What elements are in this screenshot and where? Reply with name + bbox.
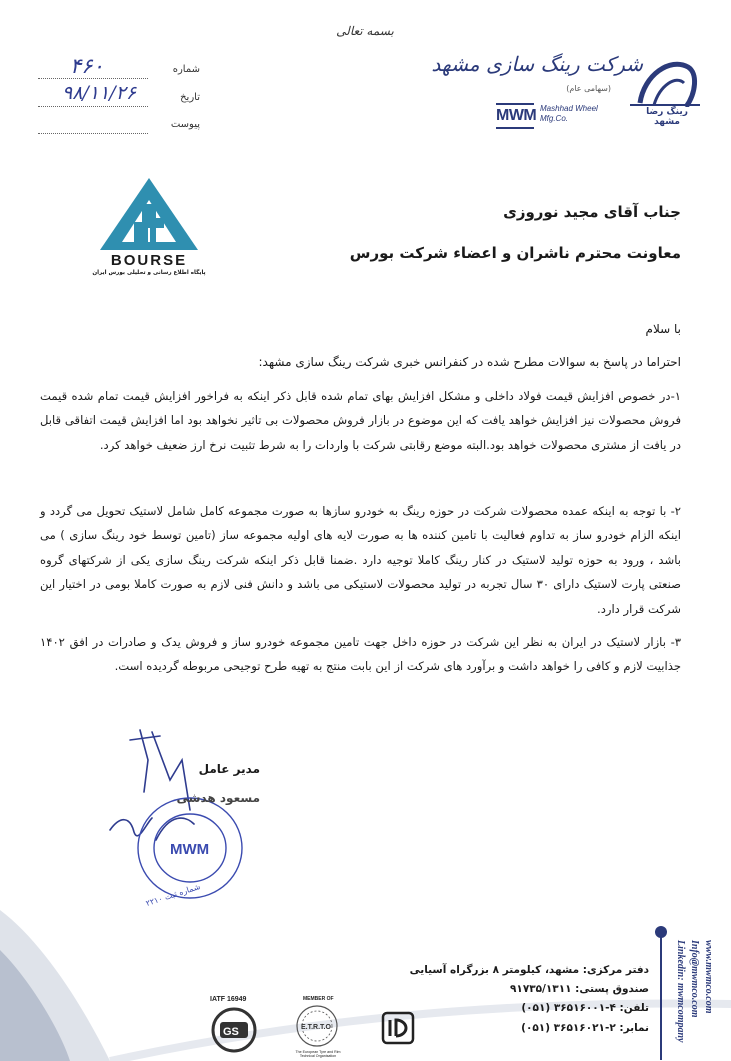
- bourse-word: BOURSE: [110, 252, 188, 269]
- etrto-subtitle: The European Tyre and Rim Technical Organisation: [295, 1050, 341, 1058]
- signatory-name: مسعود هدشی: [176, 791, 260, 805]
- company-emblem-text: رینگ رضا مشهد: [646, 107, 688, 127]
- footer-phone: تلفن: ۴-۳۶۵۱۶۰۰۱ (۰۵۱): [521, 1002, 649, 1015]
- footer-fax: نمابر: ۲-۳۶۵۱۶۰۲۱ (۰۵۱): [521, 1021, 649, 1034]
- dotted-line: [38, 106, 148, 107]
- recipient-name: جناب آقای مجید نوروزی: [503, 203, 681, 221]
- company-name-en-line2: Mfg.Co.: [540, 114, 569, 123]
- iatf-label: IATF 16949: [210, 996, 247, 1003]
- letter-attachment-label: پیوست: [170, 119, 200, 130]
- letter-attachment-row: [30, 117, 200, 137]
- intro-sentence: احتراما در پاسخ به سوالات مطرح شده در کنفرانس خبری شرکت رینگ سازی مشهد:: [258, 355, 681, 369]
- body-paragraph-2: ۲- با توجه به اینکه عمده محصولات شرکت در حوزه رینگ به خودرو سازها به صورت مجموعه کامل شامل لاستیک تحویل می گردد و اینکه الزام خودرو ساز به تداوم فعالیت با تامین کننده ها به صورت لایه های اولیه مجموعه ساز (تامین توسط خود رینگ سازی ) می باشد ، ورود به حوزه تولید لاستیک در کنار رینگ کاملا توجیه دارد .ضمنا قابل ذکر اینکه شرکت رینگ سازی یکی از شرکتهای گروه صنعتی پارت لاستیک دارای ۳۰ سال تجربه در تولید محصولات لاستیکی می باشد و دانش فنی لازم به صورت کاملا بومی در اختیار این شرکت قرار دارد.: [40, 504, 681, 616]
- footer-email: Info@mwmco.com: [689, 940, 700, 1018]
- bourse-logo: [90, 174, 208, 290]
- signatory-title: مدیر عامل: [198, 762, 260, 776]
- bismillah-heading: بسمه تعالی: [336, 24, 394, 38]
- bourse-subtitle: پایگاه اطلاع رسانی و تحلیلی بورس ایران: [92, 270, 206, 276]
- stamp-abbr: MWM: [170, 841, 210, 858]
- company-name-en-line1: Mashhad Wheel: [540, 104, 598, 113]
- etrto-member-label: MEMBER OF: [303, 996, 334, 1002]
- svg-text:GS: GS: [223, 1026, 239, 1038]
- footer-linkedin: Linkedin: mwmcompany: [675, 940, 686, 1043]
- company-name-fa: شرکت رینگ سازی مشهد: [431, 52, 643, 76]
- bourse-triangle-icon: [90, 174, 208, 254]
- iatf-certificate-icon: [208, 1006, 260, 1054]
- footer-contacts: [668, 940, 718, 1060]
- footer-address: دفتر مرکزی: مشهد، کیلومتر ۸ بزرگراه آسیایی: [409, 964, 649, 976]
- footer-po-box: صندوق پستی: ۹۱۷۳۵/۱۳۱۱: [510, 983, 649, 996]
- etrto-name: E.T.R.T.O: [301, 1024, 331, 1031]
- body-paragraph-1: ۱-در خصوص افزایش قیمت فولاد داخلی و مشکل افزایش بهای تمام شده قابل ذکر اینکه به فراخور افزایش قیمت تمام شده قیمت فروش محصولات نیز افزایش خواهد یافت که این موضوع در بازار فروش محصولات بی تاثیر نخواهد بود اما افزایش قیمت اتفاقی قابل در یافت از مشتری محصولات خواهد بود.البته موضع رقابتی شرکت با واردات را به شرط تثبیت نرخ ارز ضعیف خواهد کرد.: [40, 389, 681, 452]
- letter-number-value: ۴۶۰: [70, 54, 104, 78]
- etrto-member-icon: [294, 1003, 340, 1049]
- letter-number-row: [30, 54, 200, 82]
- iran-standard-icon: [380, 1010, 416, 1046]
- letter-number-label: شماره: [172, 64, 200, 75]
- footer-website: www.mwmco.com: [703, 940, 714, 1014]
- dotted-line: [38, 133, 148, 134]
- footer-divider: [660, 932, 662, 1060]
- footer-address-block: [329, 961, 649, 1038]
- company-abbr: MWM: [496, 103, 534, 129]
- letter-date-row: [30, 82, 200, 110]
- company-type-fa: (سهامی عام): [566, 84, 611, 93]
- recipient-role: معاونت محترم ناشران و اعضاء شرکت بورس: [349, 244, 681, 262]
- greeting: با سلام: [645, 322, 681, 336]
- letter-date-label: تاریخ: [180, 92, 200, 103]
- dotted-line: [38, 78, 148, 79]
- stamp-registration: شماره ثبت ۲۲۱۰: [144, 881, 202, 909]
- letter-date-value: ۹۸/۱۱/۲۶: [62, 82, 137, 104]
- handwritten-signature: [110, 730, 194, 840]
- body-paragraph-3: ۳- بازار لاستیک در ایران به نظر این شرکت در حوزه داخل جهت تامین مجموعه خودرو ساز و فروش یدک و صادرات در افق ۱۴۰۲ جذابیت لازم و کافی را خواهد داشت و برآورد های شرکت از این بابت منتج به تهیه طرح توجیحی مربوطه گردیده است.: [40, 635, 681, 674]
- company-name-en: [540, 104, 598, 124]
